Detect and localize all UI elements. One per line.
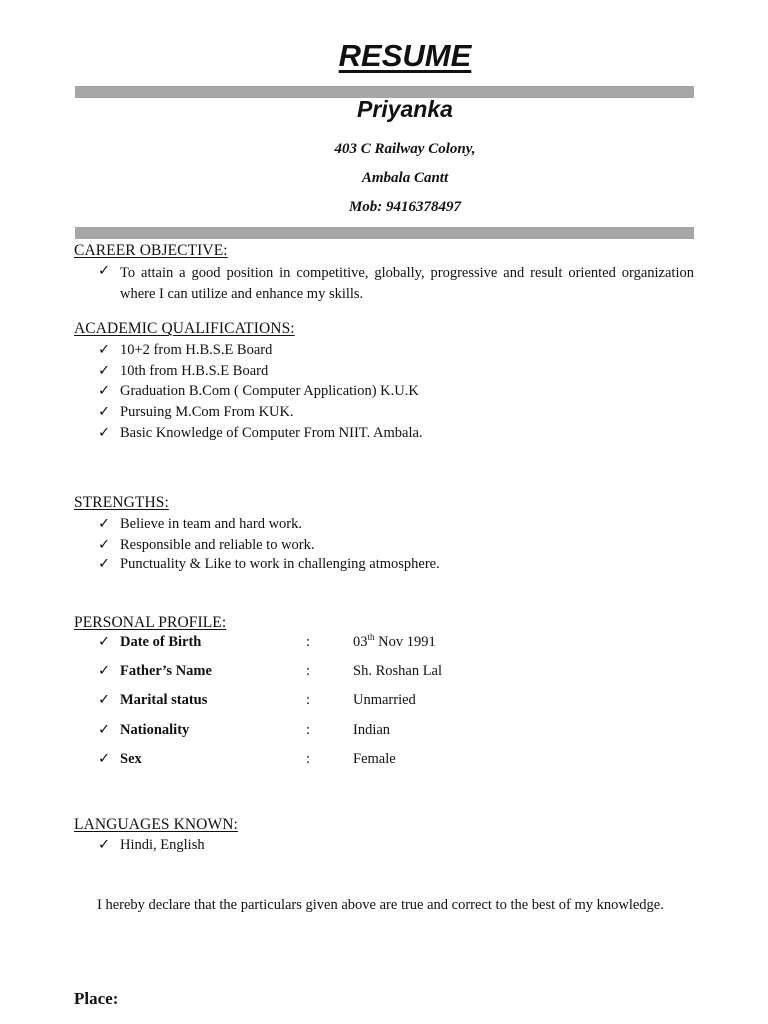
- bottom-divider: [75, 227, 694, 239]
- profile-value: Unmarried: [353, 692, 416, 708]
- profile-label: Father’s Name: [120, 663, 212, 679]
- profile-separator: :: [306, 663, 311, 679]
- profile-row-marital: [98, 692, 416, 709]
- check-icon: ✓: [98, 404, 111, 420]
- strengths-heading: STRENGTHS:: [74, 494, 169, 511]
- list-item: ✓ 10+2 from H.B.S.E Board: [98, 342, 273, 358]
- check-icon: ✓: [98, 722, 111, 738]
- profile-value: Indian: [353, 722, 391, 738]
- profile-separator: :: [306, 722, 311, 738]
- list-item: ✓ Responsible and reliable to work.: [98, 537, 315, 553]
- profile-label: Nationality: [120, 722, 190, 738]
- career-objective-heading: CAREER OBJECTIVE:: [74, 242, 228, 259]
- profile-row-sex: [98, 751, 396, 768]
- profile-separator: :: [306, 751, 311, 767]
- check-icon: ✓: [98, 537, 111, 553]
- check-icon: ✓: [98, 363, 111, 379]
- check-icon: ✓: [98, 383, 111, 399]
- career-objective-text: To attain a good position in competitive, globally, progressive and result oriented organization where I can utilize and enhance my skills.: [120, 265, 694, 302]
- mobile-number: Mob: 9416378497: [348, 199, 462, 215]
- profile-row-father: [98, 663, 443, 680]
- profile-label: Marital status: [120, 692, 208, 708]
- languages-heading: LANGUAGES KNOWN:: [74, 816, 238, 833]
- list-item: ✓ Graduation B.Com ( Computer Application) K.U.K: [98, 383, 419, 399]
- list-item: ✓ Pursuing M.Com From KUK.: [98, 404, 294, 420]
- list-item: ✓ Punctuality & Like to work in challenging atmosphere.: [98, 556, 440, 572]
- check-icon: ✓: [98, 751, 111, 767]
- list-item: ✓ Basic Knowledge of Computer From NIIT. Ambala.: [98, 425, 423, 441]
- resume-title: RESUME: [338, 38, 472, 73]
- profile-value: 03th Nov 1991: [353, 632, 436, 650]
- list-item: ✓ Hindi, English: [98, 837, 205, 853]
- candidate-name: Priyanka: [357, 96, 453, 122]
- check-icon: ✓: [98, 425, 111, 441]
- career-objective-item: [98, 263, 694, 304]
- check-icon: ✓: [98, 516, 111, 532]
- place-label: Place:: [74, 989, 119, 1008]
- list-item: ✓ 10th from H.B.S.E Board: [98, 363, 269, 379]
- profile-label: Date of Birth: [120, 634, 202, 650]
- profile-separator: :: [306, 692, 311, 708]
- check-icon: ✓: [98, 837, 111, 853]
- check-icon: ✓: [98, 556, 111, 572]
- check-icon: ✓: [98, 692, 111, 708]
- profile-value: Female: [353, 751, 396, 767]
- profile-label: Sex: [120, 751, 142, 767]
- address-line-1: 403 C Railway Colony,: [334, 141, 476, 157]
- academic-heading: ACADEMIC QUALIFICATIONS:: [74, 320, 295, 337]
- check-icon: ✓: [98, 634, 111, 650]
- list-item: ✓ Believe in team and hard work.: [98, 516, 302, 532]
- address-line-2: Ambala Cantt: [361, 170, 449, 186]
- profile-row-dob: [98, 632, 436, 651]
- check-icon: ✓: [98, 342, 111, 358]
- profile-separator: :: [306, 634, 311, 650]
- profile-row-nationality: [98, 722, 391, 739]
- personal-profile-heading: PERSONAL PROFILE:: [74, 614, 227, 631]
- check-icon: ✓: [98, 663, 111, 679]
- declaration-text: I hereby declare that the particulars given above are true and correct to the best of my knowledge.: [97, 897, 664, 913]
- profile-value: Sh. Roshan Lal: [353, 663, 443, 679]
- check-icon: ✓: [98, 263, 111, 279]
